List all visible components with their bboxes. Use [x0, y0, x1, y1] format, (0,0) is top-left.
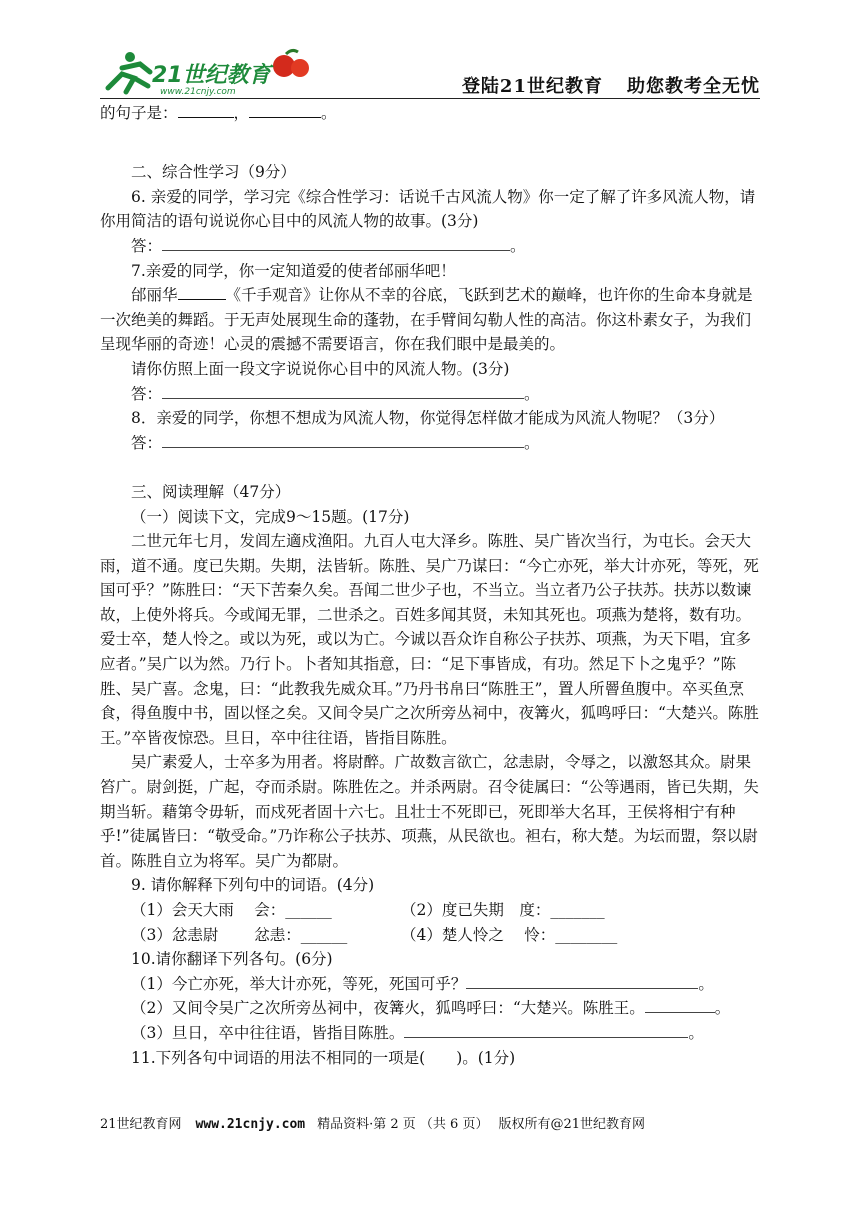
footer-site-link[interactable]: www.21cnjy.com	[195, 1117, 306, 1132]
section3-heading: 三、阅读理解（47分）	[131, 482, 291, 501]
header-slogan	[462, 72, 760, 98]
answer-line[interactable]	[162, 385, 524, 399]
slogan-left: 登陆21世纪教育	[461, 76, 603, 97]
question-10-item: （1）今亡亦死，举大计亦死，等死，死国可乎？ 。	[131, 974, 714, 993]
question-9-item: （2）度已失期 度：_______	[401, 901, 605, 919]
question-7-passage: 邰丽华 《千手观音》让你从不幸的谷底，飞跃到艺术的巅峰，也许你的生命本身就是一次绝美的舞蹈。于无声处展现生命的蓬勃，在手臂间勾勒人性的高洁。你这朴素女子，为我们呈现华丽的奇迹！心灵的震撼不需要语言，你在我们眼中是最美的。	[100, 286, 753, 354]
footer-page-info: 精品资料·第 2 页 （共 6 页）	[317, 1117, 489, 1132]
question-11: 11.下列各句中词语的用法不相同的一项是( )。(1分)	[131, 1048, 516, 1067]
question-9-row-2	[100, 923, 762, 948]
header-divider	[100, 98, 760, 99]
question-8: 8．亲爱的同学，你想不想成为风流人物，你觉得怎样做才能成为风流人物呢？（3分）	[131, 409, 725, 428]
page-content	[100, 101, 762, 1070]
question-7-title: 7.亲爱的同学，你一定知道爱的使者邰丽华吧！	[131, 261, 456, 280]
answer-line[interactable]	[466, 975, 698, 989]
page-footer	[100, 1113, 762, 1132]
question-9-item: （4）楚人怜之 怜：________	[401, 925, 618, 944]
question-7-prompt: 请你仿照上面一段文字说说你心目中的风流人物。(3分)	[131, 359, 510, 378]
svg-text:21世纪教育: 21世纪教育	[152, 63, 271, 88]
question-10-item: （2）又间令吴广之次所旁丛祠中，夜篝火，狐鸣呼曰：“大楚兴。陈胜王。 。	[131, 999, 731, 1018]
answer-line[interactable]	[162, 434, 524, 448]
passage-paragraph-2: 吴广素爱人，士卒多为用者。将尉醉。广故数言欲亡，忿恚尉，令辱之，以激怒其众。尉果笞广。尉剑挺，广起，夺而杀尉。陈胜佐之。并杀两尉。召令徒属曰：“公等遇雨，皆已失期，失期当斩。藉第令毋斩，而戍死者固十六七。且壮士不死即已，死即举大名耳，王侯将相宁有种乎!”徒属皆曰：“敬受命。”乃诈称公子扶苏、项燕，从民欲也。袒右，称大楚。为坛而盟，祭以尉首。陈胜自立为将军。吴广为都尉。	[100, 753, 759, 870]
answer-line[interactable]	[162, 237, 510, 251]
subsection-1-heading: （一）阅读下文，完成9～15题。(17分)	[131, 507, 410, 526]
site-logo	[100, 48, 330, 96]
passage-paragraph-1: 二世元年七月，发闾左適戍渔阳。九百人屯大泽乡。陈胜、吴广皆次当行，为屯长。会天大雨，道不通。度已失期。失期，法皆斩。陈胜、吴广乃谋曰：“今亡亦死，举大计亦死，等死，死国可乎？”陈胜曰：“天下苦秦久矣。吾闻二世少子也，不当立。当立者乃公子扶苏。扶苏以数谏故，上使外将兵。今或闻无罪，二世杀之。百姓多闻其贤，未知其死也。项燕为楚将，数有功。爱士卒，楚人怜之。或以为死，或以为亡。今诚以吾众诈自称公子扶苏、项燕，为天下唱，宜多应者。”吴广以为然。乃行卜。卜者知其指意，曰：“足下事皆成，有功。然足下卜之鬼乎？”陈胜、吴广喜。念鬼，曰：“此教我先威众耳。”乃丹书帛曰“陈胜王”，置人所罾鱼腹中。卒买鱼烹食，得鱼腹中书，固以怪之矣。又间令吴广之次所旁丛祠中，夜篝火，狐鸣呼曰：“大楚兴。陈胜王。”卒皆夜惊恐。旦日，卒中往往语，皆指目陈胜。	[100, 532, 759, 747]
answer-7: 答： 。	[131, 384, 540, 403]
section2-heading: 二、综合性学习（9分）	[131, 163, 296, 182]
apple-icon	[273, 50, 309, 77]
question-10-item: （3）旦日，卒中往往语，皆指目陈胜。 。	[131, 1023, 704, 1042]
top-line: 的句子是： ， 。	[100, 104, 337, 122]
svg-text:www.21cnjy.com: www.21cnjy.com	[160, 87, 236, 96]
slogan-right: 助您教考全无忧	[627, 76, 760, 97]
answer-line[interactable]	[645, 999, 715, 1013]
answer-6: 答： 。	[131, 236, 526, 255]
answer-8: 答： 。	[131, 433, 540, 452]
running-figure-icon	[108, 52, 150, 92]
question-9-row-1	[100, 898, 762, 923]
question-9-item: （1）会天大雨 会：______	[131, 901, 332, 919]
question-10: 10.请你翻译下列各句。(6分)	[131, 950, 333, 969]
question-9: 9. 请你解释下列句中的词语。(4分)	[131, 876, 375, 895]
question-6: 6. 亲爱的同学，学习完《综合性学习：话说千古风流人物》你一定了解了许多风流人物，请你用简洁的语句说说你心目中的风流人物的故事。(3分)	[100, 187, 756, 231]
footer-copyright: 版权所有@21世纪教育网	[498, 1117, 646, 1132]
page-header	[100, 48, 760, 98]
answer-line[interactable]	[404, 1024, 688, 1038]
question-9-item: （3）忿恚尉 忿恚：______	[131, 925, 348, 944]
footer-left: 21世纪教育网	[100, 1117, 182, 1132]
